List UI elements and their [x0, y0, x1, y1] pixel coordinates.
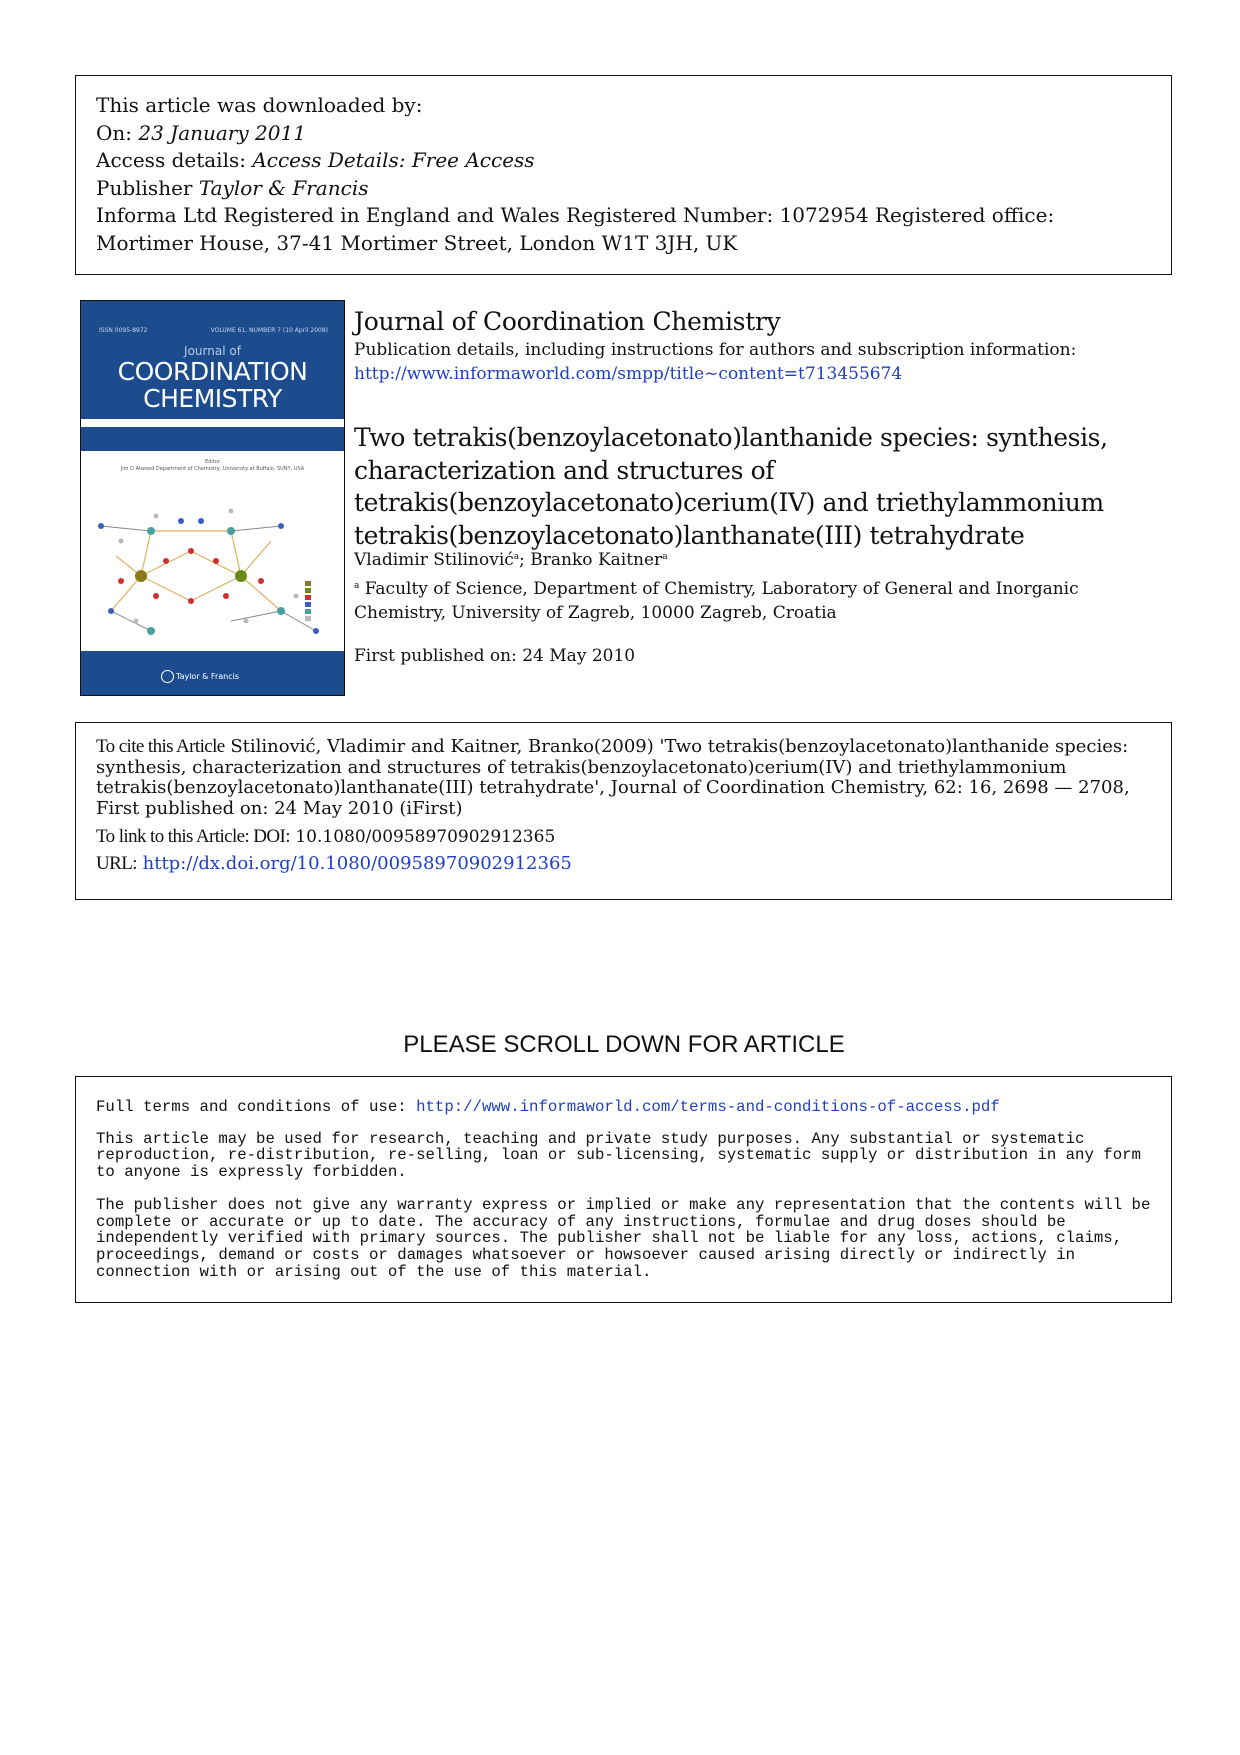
- download-date: On: 23 January 2011: [96, 120, 306, 145]
- url-line: URL: http://dx.doi.org/10.1080/00958970902912365: [96, 853, 572, 874]
- publisher: Publisher Taylor & Francis: [96, 175, 369, 200]
- journal-url-link[interactable]: http://www.informaworld.com/smpp/title~content=t713455674: [354, 364, 903, 384]
- terms-paragraph-2: The publisher does not give any warranty express or implied or make any representation that the contents will be complete or accurate or up to date. The accuracy of any instructions, formulae and drug doses should be independently verified with primary sources. The publisher shall not be liable for any loss, actions, claims, proceedings, demand or costs or damages whatsoever or howsoever caused arising directly or indirectly in connection with or arising out of the use of this material.: [96, 1195, 1151, 1281]
- affiliation: $^a$ Faculty of Science, Department of Chemistry, Laboratory of General and Inorganic Chemistry, University of Zagreb, 10000 Zagreb, Croatia: [354, 579, 1079, 623]
- journal-title: Journal of Coordination Chemistry: [354, 307, 781, 336]
- scroll-down-notice: PLEASE SCROLL DOWN FOR ARTICLE: [403, 1031, 845, 1058]
- article-title: Two tetrakis(benzoylacetonato)lanthanide species: synthesis, characterization and structures of tetrakis(benzoylacetonato)cerium(IV) and triethylammonium tetrakis(benzoylacetonato)lanthanate(III) tetrahydrate: [354, 423, 1108, 550]
- doi-url-link[interactable]: http://dx.doi.org/10.1080/00958970902912365: [142, 853, 572, 874]
- terms-link-line: Full terms and conditions of use: http://www.informaworld.com/terms-and-conditions-of-access.pdf: [96, 1098, 1000, 1116]
- cover-title-line1: COORDINATION: [117, 357, 308, 386]
- access-details: Access details: Access Details: Free Access: [96, 148, 535, 172]
- registered-office: Informa Ltd Registered in England and Wales Registered Number: 1072954 Registered office: Mortimer House, 37-41 Mortimer Street, London W1T 3JH, UK: [96, 203, 1055, 255]
- first-published-date: First published on: 24 May 2010: [354, 646, 636, 666]
- molecule-structure-icon: [81, 481, 345, 641]
- cover-issn: ISSN 0095-8972: [99, 327, 148, 334]
- cite-label: To cite this Article: [96, 736, 225, 757]
- citation-box: [75, 722, 1172, 900]
- authors: Vladimir Stilinović$^a$; Branko Kaitner$^a$: [354, 550, 668, 570]
- cover-title-line2: CHEMISTRY: [143, 384, 282, 413]
- terms-box: [75, 1076, 1172, 1303]
- cover-volume: VOLUME 61, NUMBER 7 (10 April 2008): [210, 327, 328, 334]
- terms-url-link[interactable]: http://www.informaworld.com/terms-and-conditions-of-access.pdf: [416, 1098, 1000, 1116]
- citation-text: To cite this Article Stilinović, Vladimir and Kaitner, Branko(2009) 'Two tetrakis(benzoylacetonato)lanthanide species: synthesis, characterization and structures of tetrakis(benzoylacetonato)cerium(IV) and triethylammonium tetrakis(benzoylacetonato)lanthanate(III) tetrahydrate', Journal of Coordination Chemistry, 62: 16, 2698 — 2708, First published on: 24 May 2010 (iFirst): [96, 736, 1130, 819]
- journal-cover-image: [80, 300, 345, 696]
- terms-paragraph-1: This article may be used for research, teaching and private study purposes. Any substantial or systematic reproduction, re-distribution, re-selling, loan or sub-licensing, systematic supply or distribution in any form to anyone is expressly forbidden.: [96, 1129, 1141, 1182]
- cover-journal-of: Journal of: [184, 344, 241, 358]
- download-info-box: [75, 75, 1172, 275]
- cover-editor: Editor Jim D Atwood Department of Chemistry, University at Buffalo, SUNY, USA: [120, 459, 305, 472]
- publication-details: Publication details, including instructions for authors and subscription information:: [354, 340, 1077, 360]
- downloaded-by: This article was downloaded by:: [96, 93, 423, 117]
- taylor-francis-logo-icon: [161, 670, 174, 683]
- cover-publisher: Taylor & Francis: [176, 672, 239, 681]
- doi-line: To link to this Article: DOI: 10.1080/00958970902912365: [96, 826, 556, 847]
